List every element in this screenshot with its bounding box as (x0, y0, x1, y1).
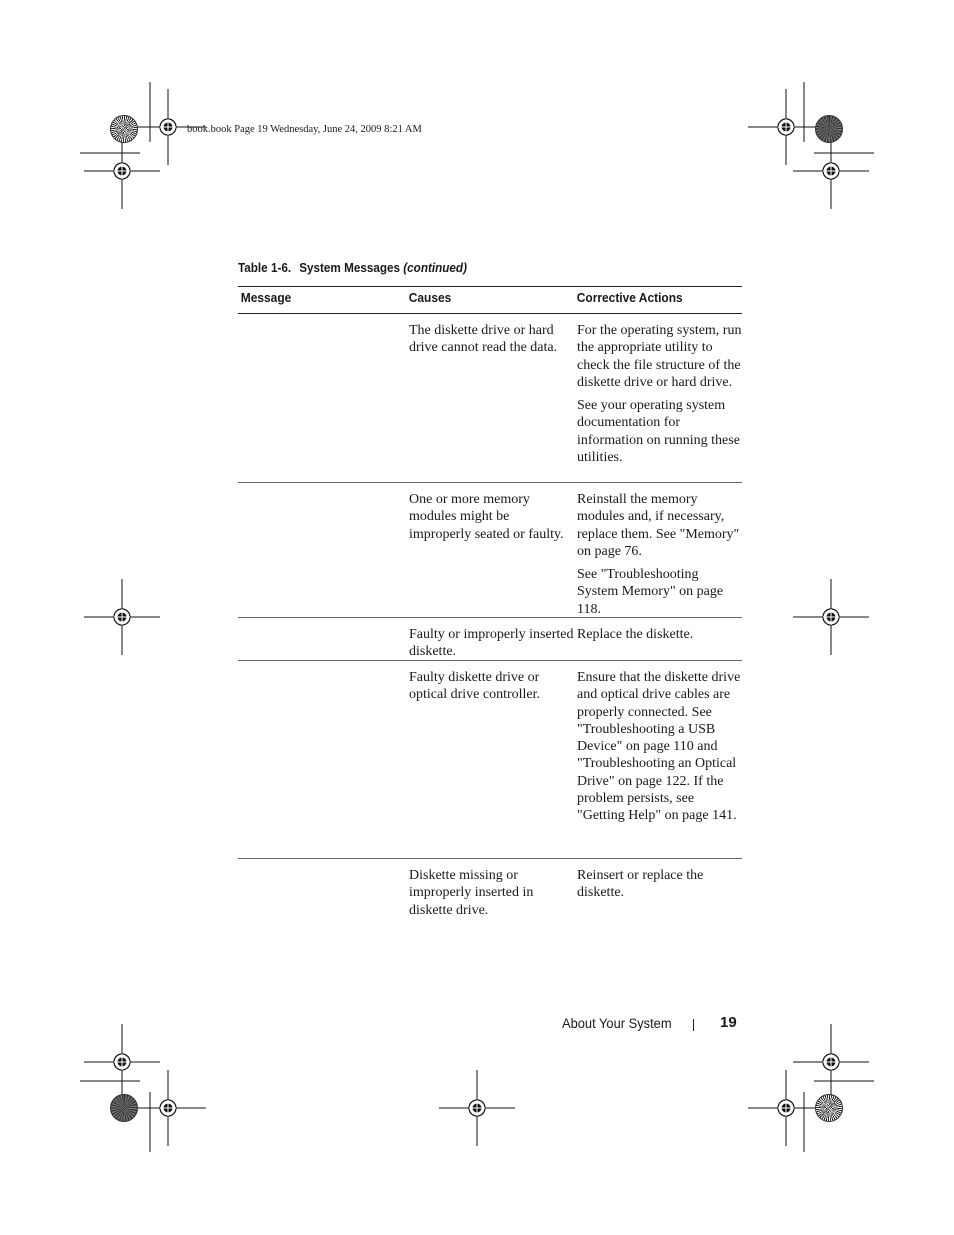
footer-chapter-title: About Your System (562, 1015, 672, 1031)
action-text: For the operating system, run the appropriate utility to check the file structure of the diskette drive or hard drive. (577, 323, 742, 390)
cause-text: One or more memory modules might be improperly seated or faulty. (409, 492, 564, 542)
action-text: See your operating system documentation for information on running these utilities. (577, 398, 740, 466)
header-corrective-actions: Corrective Actions (576, 290, 683, 305)
table-number: Table 1-6. (238, 260, 292, 275)
starburst-icon (110, 115, 138, 143)
cause-text: The diskette drive or hard drive cannot read the data. (409, 323, 558, 356)
action-text: Replace the diskette. (577, 627, 694, 642)
cause-text: Faulty or improperly inserted diskette. (409, 627, 574, 660)
table-continued: (continued) (403, 260, 467, 275)
header-causes: Causes (408, 290, 452, 305)
print-slug: book.book Page 19 Wednesday, June 24, 2009 8:21 AM (187, 124, 422, 135)
starburst-icon (815, 1094, 843, 1122)
cause-text: Faulty diskette drive or optical drive controller. (409, 670, 541, 703)
header-message: Message (240, 290, 292, 305)
action-text: See "Troubleshooting System Memory" on page 118. (577, 567, 724, 617)
starburst-icon (110, 1094, 138, 1122)
action-text: Reinsert or replace the diskette. (577, 868, 704, 901)
action-text: Ensure that the diskette drive and optical drive cables are properly connected. See "Troubleshooting a USB Device" on page 110 and "Troubleshooting an Optical Drive" on page 122. If the problem persists, see "Getting Help" on page 141. (577, 670, 741, 824)
starburst-icon (815, 115, 843, 143)
page-number: 19 (720, 1014, 737, 1031)
cause-text: Diskette missing or improperly inserted in diskette drive. (409, 868, 534, 918)
action-text: Reinstall the memory modules and, if necessary, replace them. See "Memory" on page 76. (577, 492, 740, 559)
table-title: System Messages (299, 260, 401, 275)
